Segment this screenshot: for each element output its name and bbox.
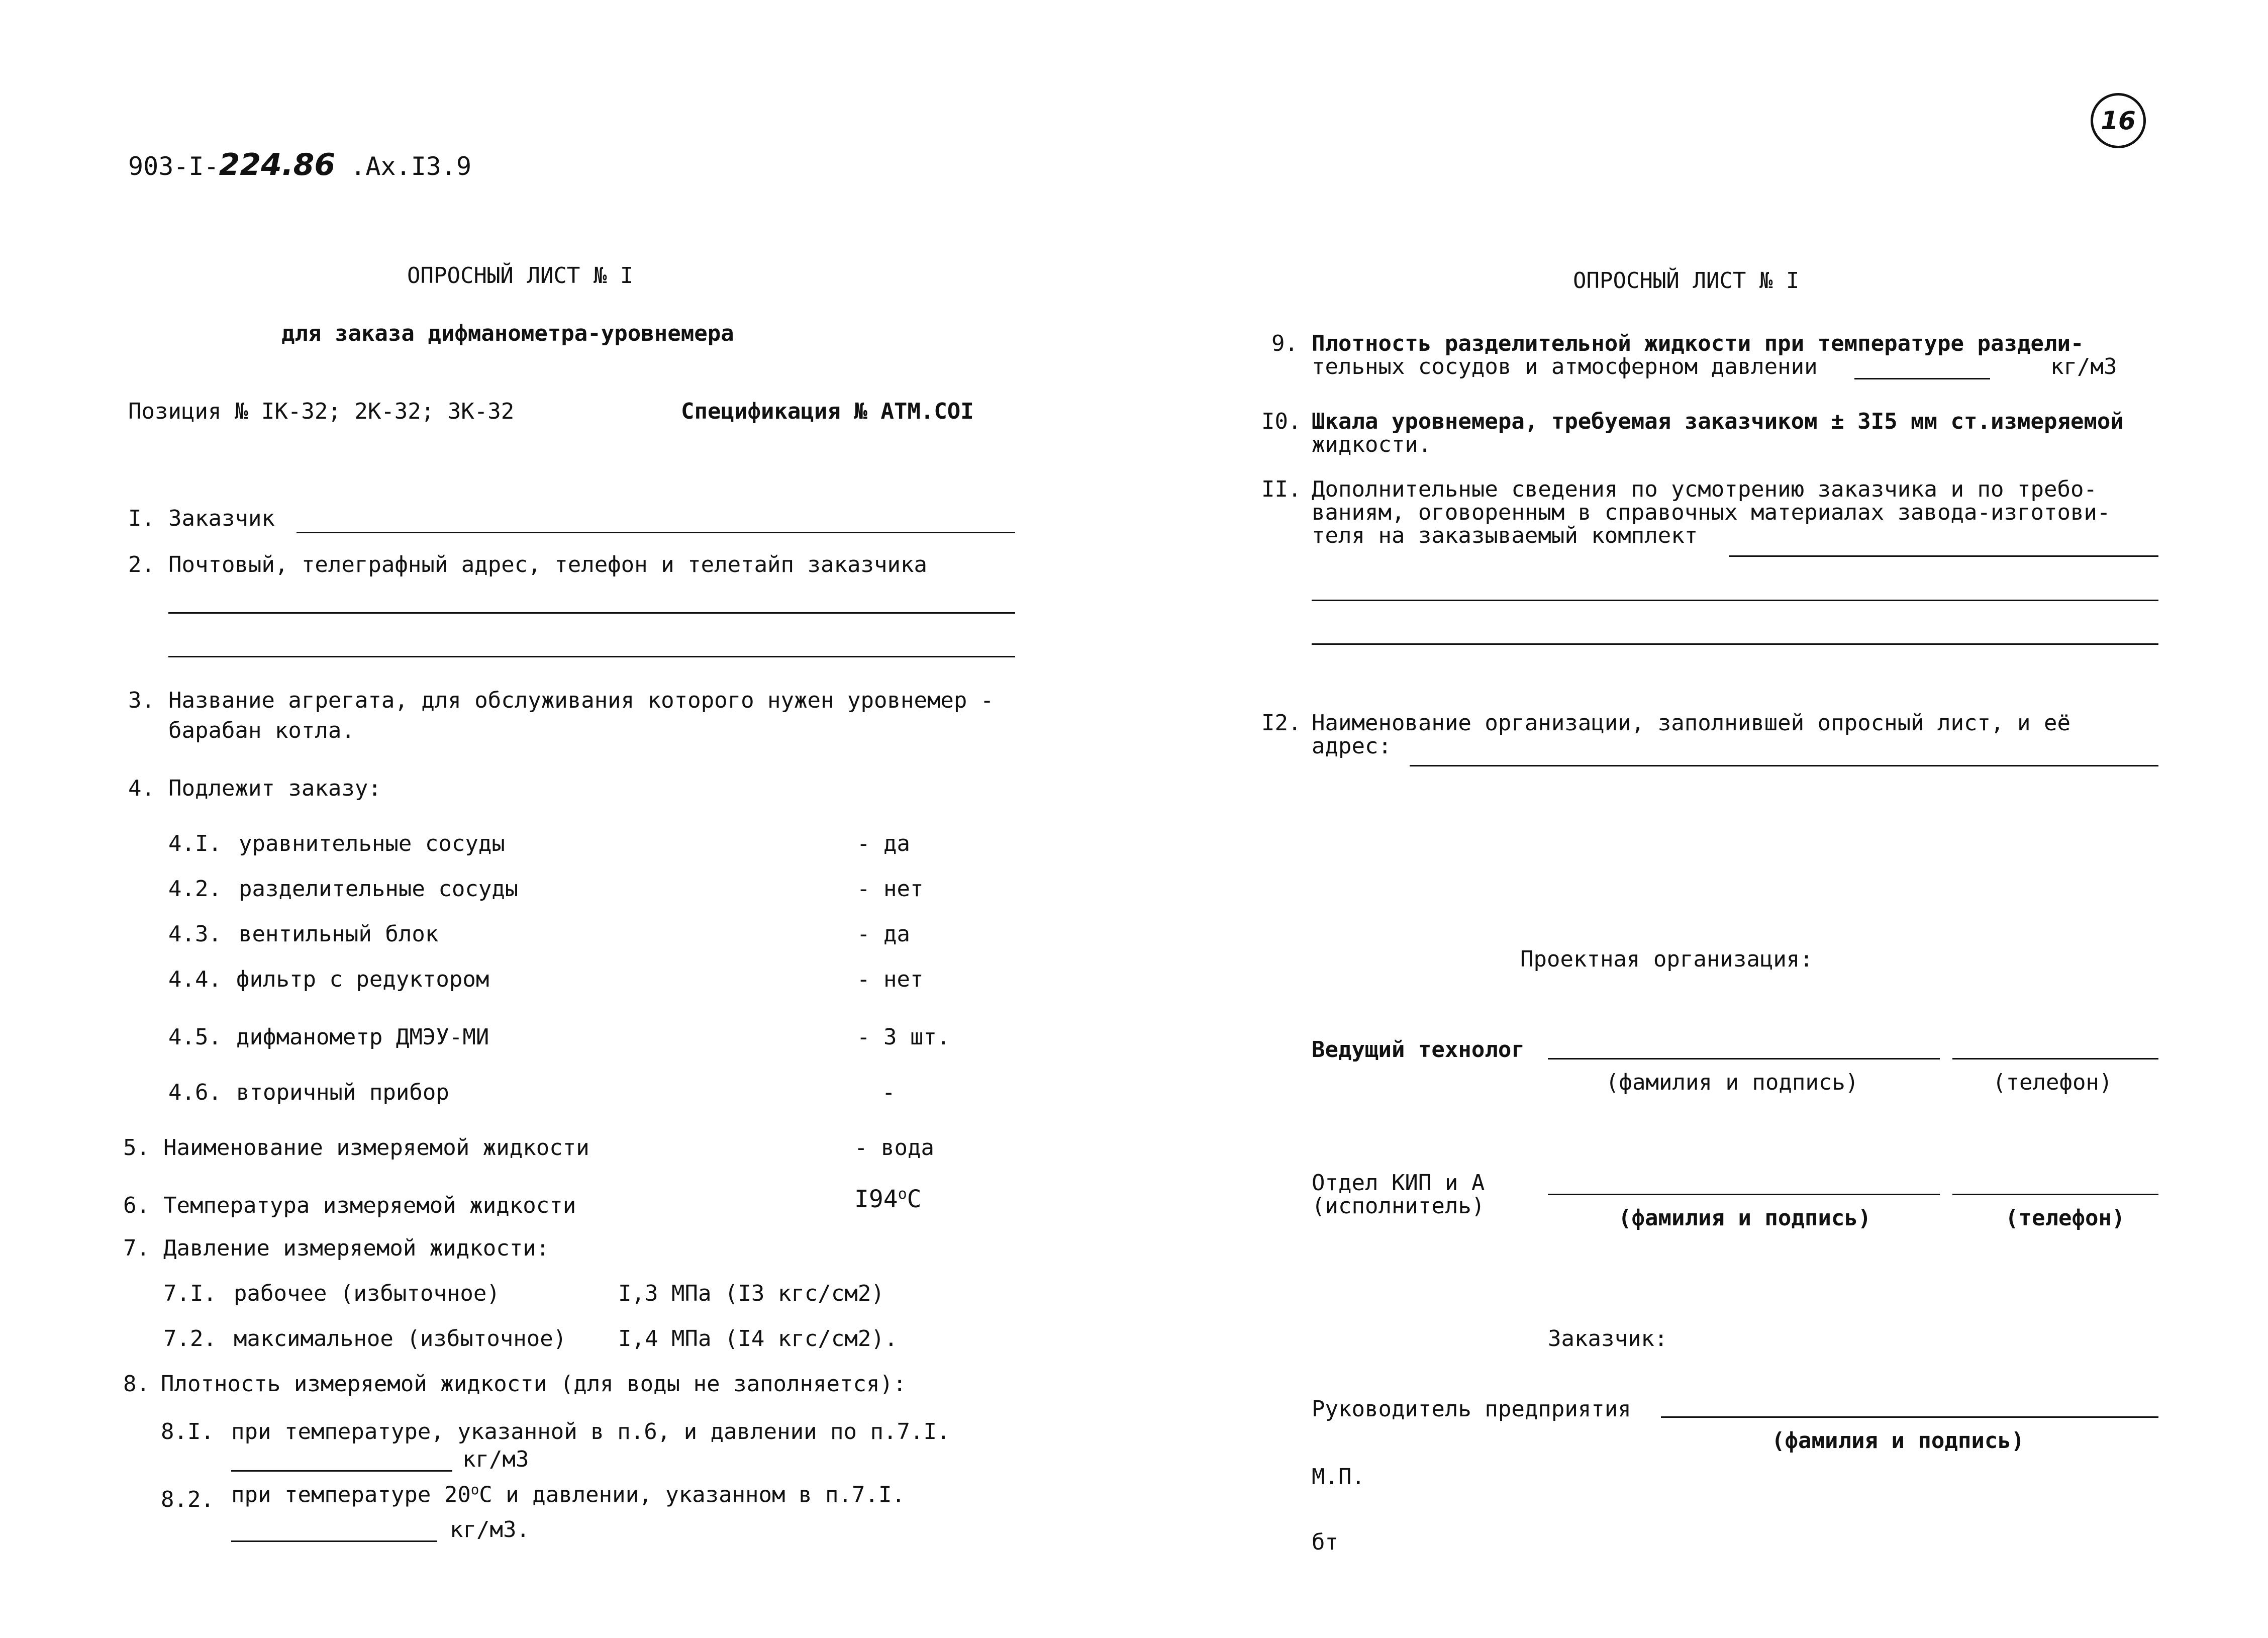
item-4-2-value: - нет [857, 876, 924, 902]
item-7-1-number: 7.I. [163, 1281, 217, 1306]
address-fill-line-2 [168, 656, 1015, 657]
item-4-text: Подлежит заказу: [168, 776, 381, 801]
item-8-2-number: 8.2. [161, 1487, 214, 1512]
item-4-1-number: 4.I. [168, 831, 222, 856]
item-2-number: 2. [128, 552, 155, 577]
item-4-2-number: 4.2. [168, 876, 222, 902]
item-10-number: I0. [1261, 409, 1302, 434]
item-4-3-text: вентильный блок [239, 921, 439, 947]
item-8-2-text-b: С и давлении, указанном в п.7.I. [479, 1482, 905, 1508]
item-8-2-text-a: при температуре 20 [231, 1482, 471, 1508]
item-8-text: Плотность измеряемой жидкости (для воды не заполняется): [161, 1371, 907, 1397]
item-4-2-text: разделительные сосуды [239, 876, 519, 902]
item-5-number: 5. [123, 1135, 150, 1161]
additional-info-fill-line-2 [1312, 600, 2158, 601]
item-12-text-line-2: адрес: [1312, 733, 1392, 759]
item-4-4-text: фильтр с редуктором [236, 967, 489, 992]
item-4-5-number: 4.5. [168, 1024, 222, 1050]
item-9-number: 9. [1271, 331, 1298, 356]
item-4-1-value: - да [857, 831, 910, 856]
organization-address-fill-line [1410, 765, 2158, 766]
document-code-suffix: .Ах.I3.9 [350, 152, 472, 181]
specification-line: Спецификация № АТМ.СОI [681, 399, 974, 424]
item-4-6-number: 4.6. [168, 1080, 222, 1105]
item-7-1-value: I,3 МПа (I3 кгс/см2) [618, 1281, 884, 1306]
item-4-1-text: уравнительные сосуды [239, 831, 505, 856]
item-8-1-text: при температуре, указанной в п.6, и давлении по п.7.I. [231, 1419, 950, 1444]
address-fill-line-1 [168, 612, 1015, 614]
item-8-1-number: 8.I. [161, 1419, 214, 1444]
item-5-text: Наименование измеряемой жидкости [163, 1135, 589, 1161]
kip-dept-phone-line [1952, 1194, 2158, 1195]
item-1-number: I. [128, 506, 155, 531]
item-4-number: 4. [128, 776, 155, 801]
item-8-number: 8. [123, 1371, 150, 1397]
item-8-2-unit: кг/м3. [450, 1517, 530, 1543]
enterprise-head-signature-line [1661, 1416, 2158, 1418]
item-4-6-text: вторичный прибор [236, 1080, 449, 1105]
item-8-1-unit: кг/м3 [462, 1447, 529, 1472]
density-fill-line-1 [231, 1470, 452, 1472]
density-fill-line-2 [231, 1540, 437, 1542]
kip-dept-phone-caption: (телефон) [2005, 1205, 2125, 1231]
lead-technologist-signature-caption: (фамилия и подпись) [1606, 1070, 1859, 1095]
item-8-2-text [231, 1483, 905, 1507]
item-7-2-value: I,4 МПа (I4 кгс/см2). [618, 1326, 898, 1352]
enterprise-head-label: Руководитель предприятия [1312, 1396, 1631, 1422]
page-number-stamp [2091, 93, 2146, 148]
separation-density-fill-line [1854, 378, 1990, 379]
footer-mark: бт [1312, 1529, 1338, 1555]
degree-mark-2: о [470, 1482, 479, 1498]
kip-dept-label-line-1: Отдел КИП и А [1312, 1170, 1485, 1196]
item-4-3-value: - да [857, 921, 910, 947]
left-title: ОПРОСНЫЙ ЛИСТ № I [407, 263, 634, 288]
item-3-text-line-1: Название агрегата, для обслуживания которого нужен уровнемер - [168, 688, 994, 713]
item-9-text-line-1: Плотность разделительной жидкости при температуре раздели- [1312, 331, 2084, 356]
item-12-number: I2. [1261, 710, 1302, 736]
item-7-number: 7. [123, 1235, 150, 1261]
item-5-value: - вода [854, 1135, 934, 1161]
document-code-handwritten: 224.86 [219, 147, 336, 182]
item-4-6-value: - [882, 1080, 896, 1105]
item-6-value-unit: С [907, 1185, 922, 1213]
item-11-number: II. [1261, 476, 1302, 502]
lead-technologist-phone-line [1952, 1058, 2158, 1059]
item-6-number: 6. [123, 1193, 150, 1218]
item-10-text-line-2: жидкости. [1312, 432, 1432, 457]
kip-dept-signature-line [1548, 1194, 1940, 1195]
item-7-2-number: 7.2. [163, 1326, 217, 1352]
item-6-text: Температура измеряемой жидкости [163, 1193, 576, 1218]
enterprise-head-signature-caption: (фамилия и подпись) [1771, 1428, 2025, 1454]
left-subtitle: для заказа дифманометра-уровнемера [281, 321, 734, 346]
item-4-3-number: 4.3. [168, 921, 222, 947]
additional-info-fill-line-3 [1312, 643, 2158, 645]
item-6-value-number: I94 [854, 1185, 898, 1213]
item-7-1-text: рабочее (избыточное) [234, 1281, 500, 1306]
item-4-5-text: дифманометр ДМЭУ-МИ [236, 1024, 489, 1050]
item-7-text: Давление измеряемой жидкости: [163, 1235, 550, 1261]
item-12-text-line-1: Наименование организации, заполнившей опросный лист, и её [1312, 710, 2070, 736]
customer-fill-line [297, 532, 1015, 533]
item-3-text-line-2: барабан котла. [168, 718, 355, 743]
item-2-text: Почтовый, телеграфный адрес, телефон и телетайп заказчика [168, 552, 927, 577]
item-11-text-line-3: теля на заказываемый комплект [1312, 523, 1698, 548]
item-9-text-line-2: тельных сосудов и атмосферном давлении [1312, 354, 1818, 379]
right-title: ОПРОСНЫЙ ЛИСТ № I [1573, 268, 1800, 294]
item-9-unit: кг/м3 [2050, 354, 2117, 379]
item-10-text-line-1: Шкала уровнемера, требуемая заказчиком ± 3I5 мм ст.измеряемой [1312, 409, 2124, 434]
item-6-value [854, 1186, 922, 1213]
document-code-prefix: 903-I- [128, 152, 219, 181]
item-3-number: 3. [128, 688, 155, 713]
document-code [128, 148, 471, 181]
kip-dept-signature-caption: (фамилия и подпись) [1618, 1205, 1871, 1231]
customer-label: Заказчик: [1548, 1326, 1668, 1352]
lead-technologist-phone-caption: (телефон) [1993, 1070, 2113, 1095]
lead-technologist-signature-line [1548, 1058, 1940, 1059]
seal-place-label: М.П. [1312, 1464, 1365, 1490]
item-11-text-line-2: ваниям, оговоренным в справочных материалах завода-изготови- [1312, 500, 2111, 525]
item-11-text-line-1: Дополнительные сведения по усмотрению заказчика и по требо- [1312, 476, 2097, 502]
item-4-4-value: - нет [857, 967, 924, 992]
item-4-4-number: 4.4. [168, 967, 222, 992]
page-number: 16 [2101, 106, 2136, 135]
item-7-2-text: максимальное (избыточное) [234, 1326, 567, 1352]
lead-technologist-label: Ведущий технолог [1312, 1037, 1525, 1063]
kip-dept-label-line-2: (исполнитель) [1312, 1193, 1485, 1219]
item-1-text: Заказчик [168, 506, 275, 531]
degree-mark: о [898, 1185, 907, 1203]
position-line: Позиция № IK-32; 2K-32; 3K-32 [128, 399, 515, 424]
additional-info-fill-line-1 [1729, 555, 2158, 557]
item-4-5-value: - 3 шт. [857, 1024, 950, 1050]
design-org-label: Проектная организация: [1520, 946, 1813, 972]
